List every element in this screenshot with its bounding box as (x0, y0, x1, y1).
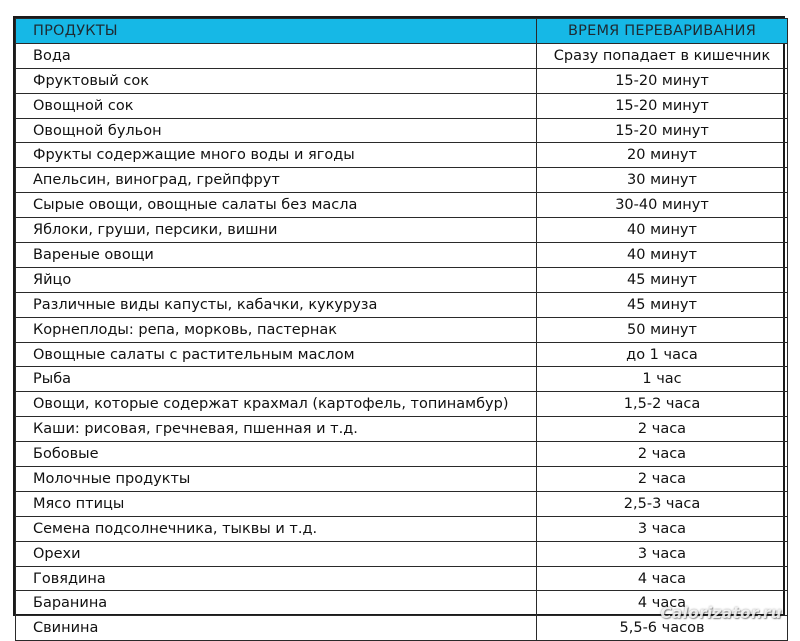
product-cell: Молочные продукты (16, 467, 537, 492)
digestion-time-cell: 45 минут (537, 292, 788, 317)
digestion-time-cell: 2 часа (537, 467, 788, 492)
table-row (16, 267, 788, 292)
digestion-time-cell: 15-20 минут (537, 68, 788, 93)
header-products: ПРОДУКТЫ (16, 19, 537, 44)
product-cell: Яблоки, груши, персики, вишни (16, 218, 537, 243)
digestion-time-cell: 2 часа (537, 442, 788, 467)
digestion-time-cell: 40 минут (537, 243, 788, 268)
table-row (16, 516, 788, 541)
product-cell: Вареные овощи (16, 243, 537, 268)
digestion-time-cell: Сразу попадает в кишечник (537, 43, 788, 68)
product-cell: Овощи, которые содержат крахмал (картофель, топинамбур) (16, 392, 537, 417)
table-row (16, 317, 788, 342)
product-cell: Каши: рисовая, гречневая, пшенная и т.д. (16, 417, 537, 442)
product-cell: Овощной сок (16, 93, 537, 118)
product-cell: Корнеплоды: репа, морковь, пастернак (16, 317, 537, 342)
table-row (16, 491, 788, 516)
digestion-time-cell: 4 часа (537, 566, 788, 591)
digestion-time-cell: 2 часа (537, 417, 788, 442)
digestion-time-cell: 40 минут (537, 218, 788, 243)
table-row (16, 218, 788, 243)
digestion-time-cell: 30 минут (537, 168, 788, 193)
product-cell: Сырые овощи, овощные салаты без масла (16, 193, 537, 218)
table-row (16, 93, 788, 118)
watermark: Calorizator.ru (660, 604, 782, 622)
digestion-time-cell: 5,5-6 часов (537, 616, 788, 641)
product-cell: Орехи (16, 541, 537, 566)
digestion-time-cell: 3 часа (537, 541, 788, 566)
product-cell: Различные виды капусты, кабачки, кукуруза (16, 292, 537, 317)
digestion-time-cell: 3 часа (537, 516, 788, 541)
product-cell: Фруктовый сок (16, 68, 537, 93)
digestion-time-cell: 1 час (537, 367, 788, 392)
digestion-time-cell: 45 минут (537, 267, 788, 292)
table-body (16, 43, 788, 640)
product-cell: Свинина (16, 616, 537, 641)
product-cell: Фрукты содержащие много воды и ягоды (16, 143, 537, 168)
table-row (16, 168, 788, 193)
product-cell: Рыба (16, 367, 537, 392)
table-row (16, 467, 788, 492)
product-cell: Овощные салаты с растительным маслом (16, 342, 537, 367)
table-row (16, 43, 788, 68)
digestion-time-cell: 4 часа (537, 591, 788, 616)
digestion-time-cell: 15-20 минут (537, 93, 788, 118)
digestion-time-cell: 20 минут (537, 143, 788, 168)
product-cell: Говядина (16, 566, 537, 591)
table-row (16, 367, 788, 392)
digestion-time-cell: до 1 часа (537, 342, 788, 367)
digestion-time-table (13, 16, 785, 637)
table-row (16, 392, 788, 417)
product-cell: Мясо птицы (16, 491, 537, 516)
product-cell: Овощной бульон (16, 118, 537, 143)
table-row (16, 417, 788, 442)
product-cell: Семена подсолнечника, тыквы и т.д. (16, 516, 537, 541)
table-row (16, 566, 788, 591)
digestion-time-cell: 2,5-3 часа (537, 491, 788, 516)
table-row (16, 342, 788, 367)
header-digestion-time: ВРЕМЯ ПЕРЕВАРИВАНИЯ (537, 19, 788, 44)
digestion-time-cell: 30-40 минут (537, 193, 788, 218)
product-cell: Баранина (16, 591, 537, 616)
table-row (16, 541, 788, 566)
product-cell: Бобовые (16, 442, 537, 467)
table-row (16, 292, 788, 317)
table-row (16, 442, 788, 467)
table-row (16, 243, 788, 268)
table-row (16, 193, 788, 218)
table-row (16, 118, 788, 143)
product-cell: Вода (16, 43, 537, 68)
product-cell: Апельсин, виноград, грейпфрут (16, 168, 537, 193)
digestion-time-cell: 1,5-2 часа (537, 392, 788, 417)
product-cell: Яйцо (16, 267, 537, 292)
table-row (16, 68, 788, 93)
table (15, 18, 788, 641)
table-row (16, 143, 788, 168)
digestion-time-cell: 50 минут (537, 317, 788, 342)
digestion-time-cell: 15-20 минут (537, 118, 788, 143)
table-header-row (16, 19, 788, 44)
